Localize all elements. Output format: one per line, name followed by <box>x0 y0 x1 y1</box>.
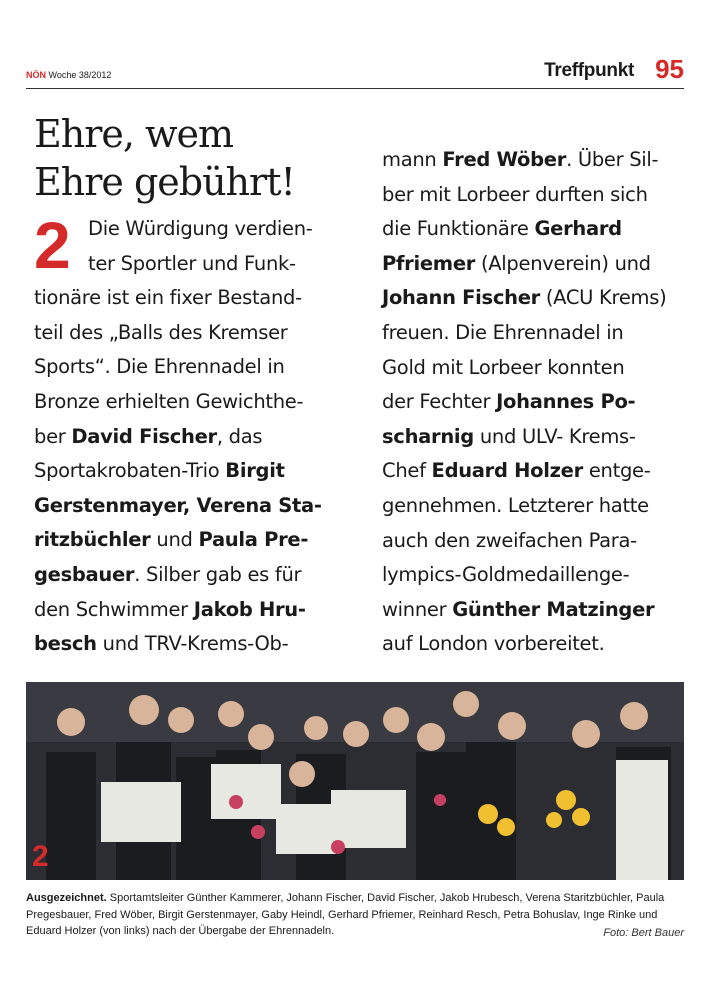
text-run: ber <box>34 424 72 448</box>
story-number: 2 <box>34 208 71 282</box>
bold-name: scharnig <box>382 424 474 448</box>
page-number: 95 <box>655 54 684 84</box>
text-line <box>382 247 682 282</box>
text-line <box>34 316 344 351</box>
text-run: Sportakrobaten-Trio <box>34 459 226 483</box>
caption-text: Sportamtsleiter Günther Kammerer, Johann Fischer, David Fischer, Jakob Hrubesch, Verena Staritzbüchler, Paula Pregesbauer, Fred Wöber, Birgit Gerstenmayer, Gaby Heindl, Gerhard Pfriemer, Reinhard Resch, Petra Bohuslav, Inge Rinke und Eduard Holzer (von links) nach der Übergabe der Ehrennadeln. <box>26 892 665 937</box>
text-run: winner <box>382 597 453 621</box>
bold-name: ritzbüchler <box>34 528 151 552</box>
text-run: Sports“. Die Ehrennadel in <box>34 355 285 379</box>
headline-line-1: Ehre, wem <box>34 112 234 156</box>
text-line <box>34 420 344 455</box>
brand-logo: NÖN <box>26 70 46 80</box>
article-column-1 <box>34 208 344 662</box>
text-run: lympics-Goldmedaillenge- <box>382 563 630 587</box>
text-line <box>382 212 682 247</box>
text-line <box>34 523 344 558</box>
bold-name: Gerstenmayer, Verena Sta- <box>34 493 322 517</box>
text-run: (Alpenverein) und <box>475 251 651 275</box>
bold-name: Paula Pre- <box>198 528 309 552</box>
publication-label <box>26 70 111 80</box>
text-line <box>34 593 344 628</box>
text-run: Bronze erhielten Gewichthe- <box>34 389 304 413</box>
bold-name: Günther Matzinger <box>452 597 655 621</box>
text-line <box>382 420 682 455</box>
text-run: auch den zweifachen Para- <box>382 528 637 552</box>
bold-name: besch <box>34 632 97 656</box>
text-run: freuen. Die Ehrennadel in <box>382 320 624 344</box>
bold-name: David Fischer <box>71 424 217 448</box>
text-line <box>382 489 682 524</box>
photo-credit: Foto: Bert Bauer <box>603 927 684 939</box>
text-line <box>34 385 344 420</box>
text-run: Chef <box>382 459 432 483</box>
text-run: auf London vorbereitet. <box>382 632 605 656</box>
text-line <box>34 489 344 524</box>
text-run: Gold mit Lorbeer konnten <box>382 355 625 379</box>
bold-name: Pfriemer <box>382 251 476 275</box>
text-line <box>34 247 344 282</box>
text-line <box>382 178 682 213</box>
bold-name: Fred Wöber <box>442 148 567 171</box>
text-run: und TRV-Krems-Ob- <box>96 632 289 656</box>
text-run: teil des „Balls des Kremser <box>34 320 288 344</box>
text-run: tionäre ist ein fixer Bestand- <box>34 286 302 310</box>
page-header <box>26 54 684 88</box>
header-rule <box>26 88 684 89</box>
text-run: die Funktionäre <box>382 217 535 241</box>
award-photo-illustration <box>26 682 684 880</box>
text-run: und <box>150 528 199 552</box>
bold-name: Johann Fischer <box>382 286 540 310</box>
text-run: , das <box>216 424 263 448</box>
text-line <box>34 627 344 662</box>
text-run: ber mit Lorbeer durften sich <box>382 182 648 206</box>
issue-label: Woche 38/2012 <box>48 70 112 80</box>
caption-lead: Ausgezeichnet. <box>26 892 107 904</box>
text-line <box>34 454 344 489</box>
bold-name: Birgit <box>225 459 285 483</box>
text-line <box>382 316 682 351</box>
text-run: den Schwimmer <box>34 597 194 621</box>
article-column-2 <box>382 143 682 662</box>
text-run: gennehmen. Letzterer hatte <box>382 493 649 517</box>
text-line <box>382 385 682 420</box>
section-title: Treffpunkt <box>544 60 634 81</box>
photo-number-badge: 2 <box>32 840 49 873</box>
bold-name: Eduard Holzer <box>431 459 583 483</box>
text-line <box>382 281 682 316</box>
text-run: mann <box>382 148 443 171</box>
text-line <box>34 558 344 593</box>
text-run: der Fechter <box>382 390 497 414</box>
text-run: Die Würdigung verdien- <box>88 217 313 240</box>
article-headline <box>34 110 354 206</box>
text-line <box>382 627 682 662</box>
headline-line-2: Ehre gebührt! <box>34 160 295 204</box>
bold-name: Jakob Hru- <box>193 597 306 621</box>
text-line <box>34 350 344 385</box>
bold-name: Johannes Po- <box>496 390 636 414</box>
text-line <box>382 351 682 386</box>
text-run: ter Sportler und Funk- <box>88 251 296 275</box>
text-line <box>382 593 682 628</box>
text-line <box>382 558 682 593</box>
award-photo <box>26 682 684 880</box>
text-run: . Über Sil- <box>566 148 659 171</box>
text-line <box>382 454 682 489</box>
text-run: . Silber gab es für <box>134 562 302 586</box>
text-line <box>382 143 682 178</box>
bold-name: gesbauer <box>34 562 135 586</box>
text-line <box>34 212 344 247</box>
text-run: (ACU Krems) <box>539 286 667 310</box>
text-line <box>34 281 344 316</box>
photo-caption <box>26 890 684 940</box>
text-run: entge- <box>582 459 651 483</box>
bold-name: Gerhard <box>534 217 622 241</box>
text-run: und ULV- Krems- <box>473 424 636 448</box>
text-line <box>382 524 682 559</box>
